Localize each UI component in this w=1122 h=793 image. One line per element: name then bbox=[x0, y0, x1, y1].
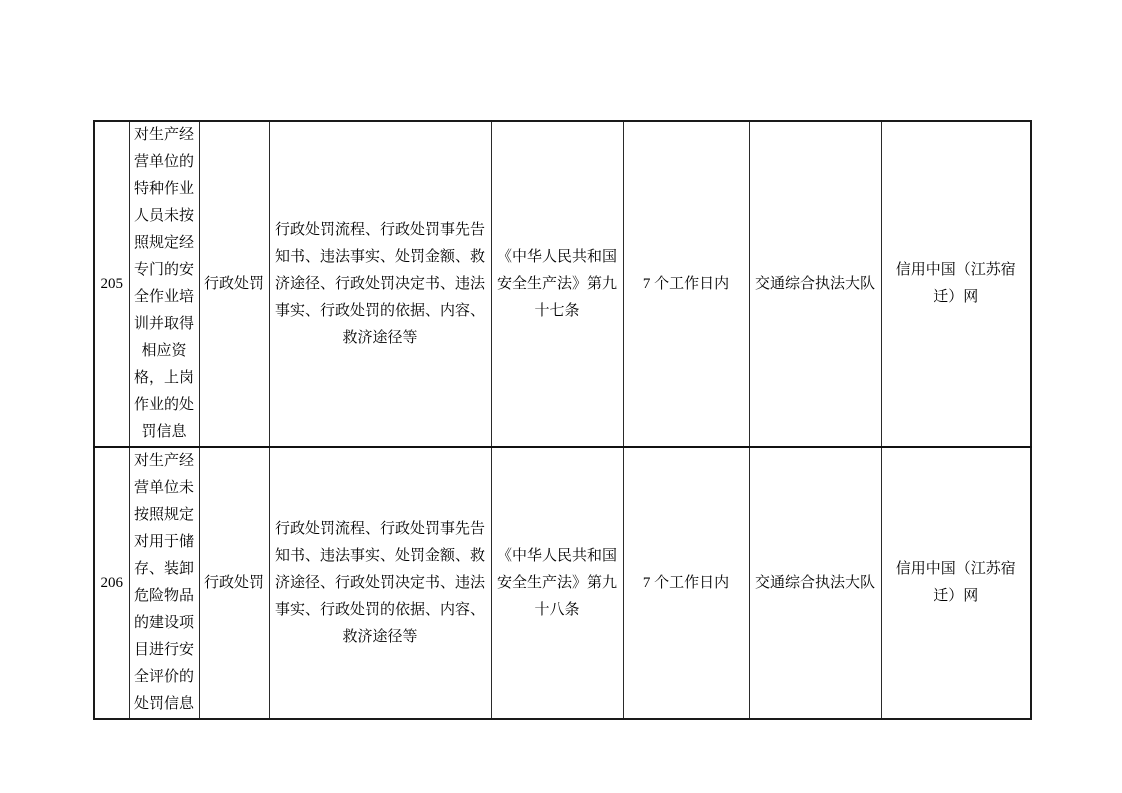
cell-penalty-type: 行政处罚 bbox=[199, 447, 269, 719]
cell-legal-basis: 《中华人民共和国安全生产法》第九十七条 bbox=[491, 121, 623, 447]
cell-seq: 205 bbox=[94, 121, 129, 447]
cell-penalty-type: 行政处罚 bbox=[199, 121, 269, 447]
table-row bbox=[94, 447, 1031, 719]
table-row bbox=[94, 121, 1031, 447]
cell-time-limit: 7 个工作日内 bbox=[623, 121, 749, 447]
cell-seq: 206 bbox=[94, 447, 129, 719]
cell-publish-platform: 信用中国（江苏宿迁）网 bbox=[881, 121, 1031, 447]
cell-legal-basis: 《中华人民共和国安全生产法》第九十八条 bbox=[491, 447, 623, 719]
cell-time-limit: 7 个工作日内 bbox=[623, 447, 749, 719]
cell-publish-platform: 信用中国（江苏宿迁）网 bbox=[881, 447, 1031, 719]
cell-department: 交通综合执法大队 bbox=[749, 447, 881, 719]
cell-department: 交通综合执法大队 bbox=[749, 121, 881, 447]
penalty-disclosure-table bbox=[93, 120, 1032, 720]
cell-disclosure-content: 行政处罚流程、行政处罚事先告知书、违法事实、处罚金额、救济途径、行政处罚决定书、违法事实、行政处罚的依据、内容、救济途径等 bbox=[269, 447, 491, 719]
cell-disclosure-content: 行政处罚流程、行政处罚事先告知书、违法事实、处罚金额、救济途径、行政处罚决定书、违法事实、行政处罚的依据、内容、救济途径等 bbox=[269, 121, 491, 447]
cell-item-description: 对生产经营单位未按照规定对用于储存、装卸危险物品的建设项目进行安全评价的处罚信息 bbox=[129, 447, 199, 719]
cell-item-description: 对生产经营单位的特种作业人员未按照规定经专门的安全作业培训并取得相应资格，上岗作业的处罚信息 bbox=[129, 121, 199, 447]
